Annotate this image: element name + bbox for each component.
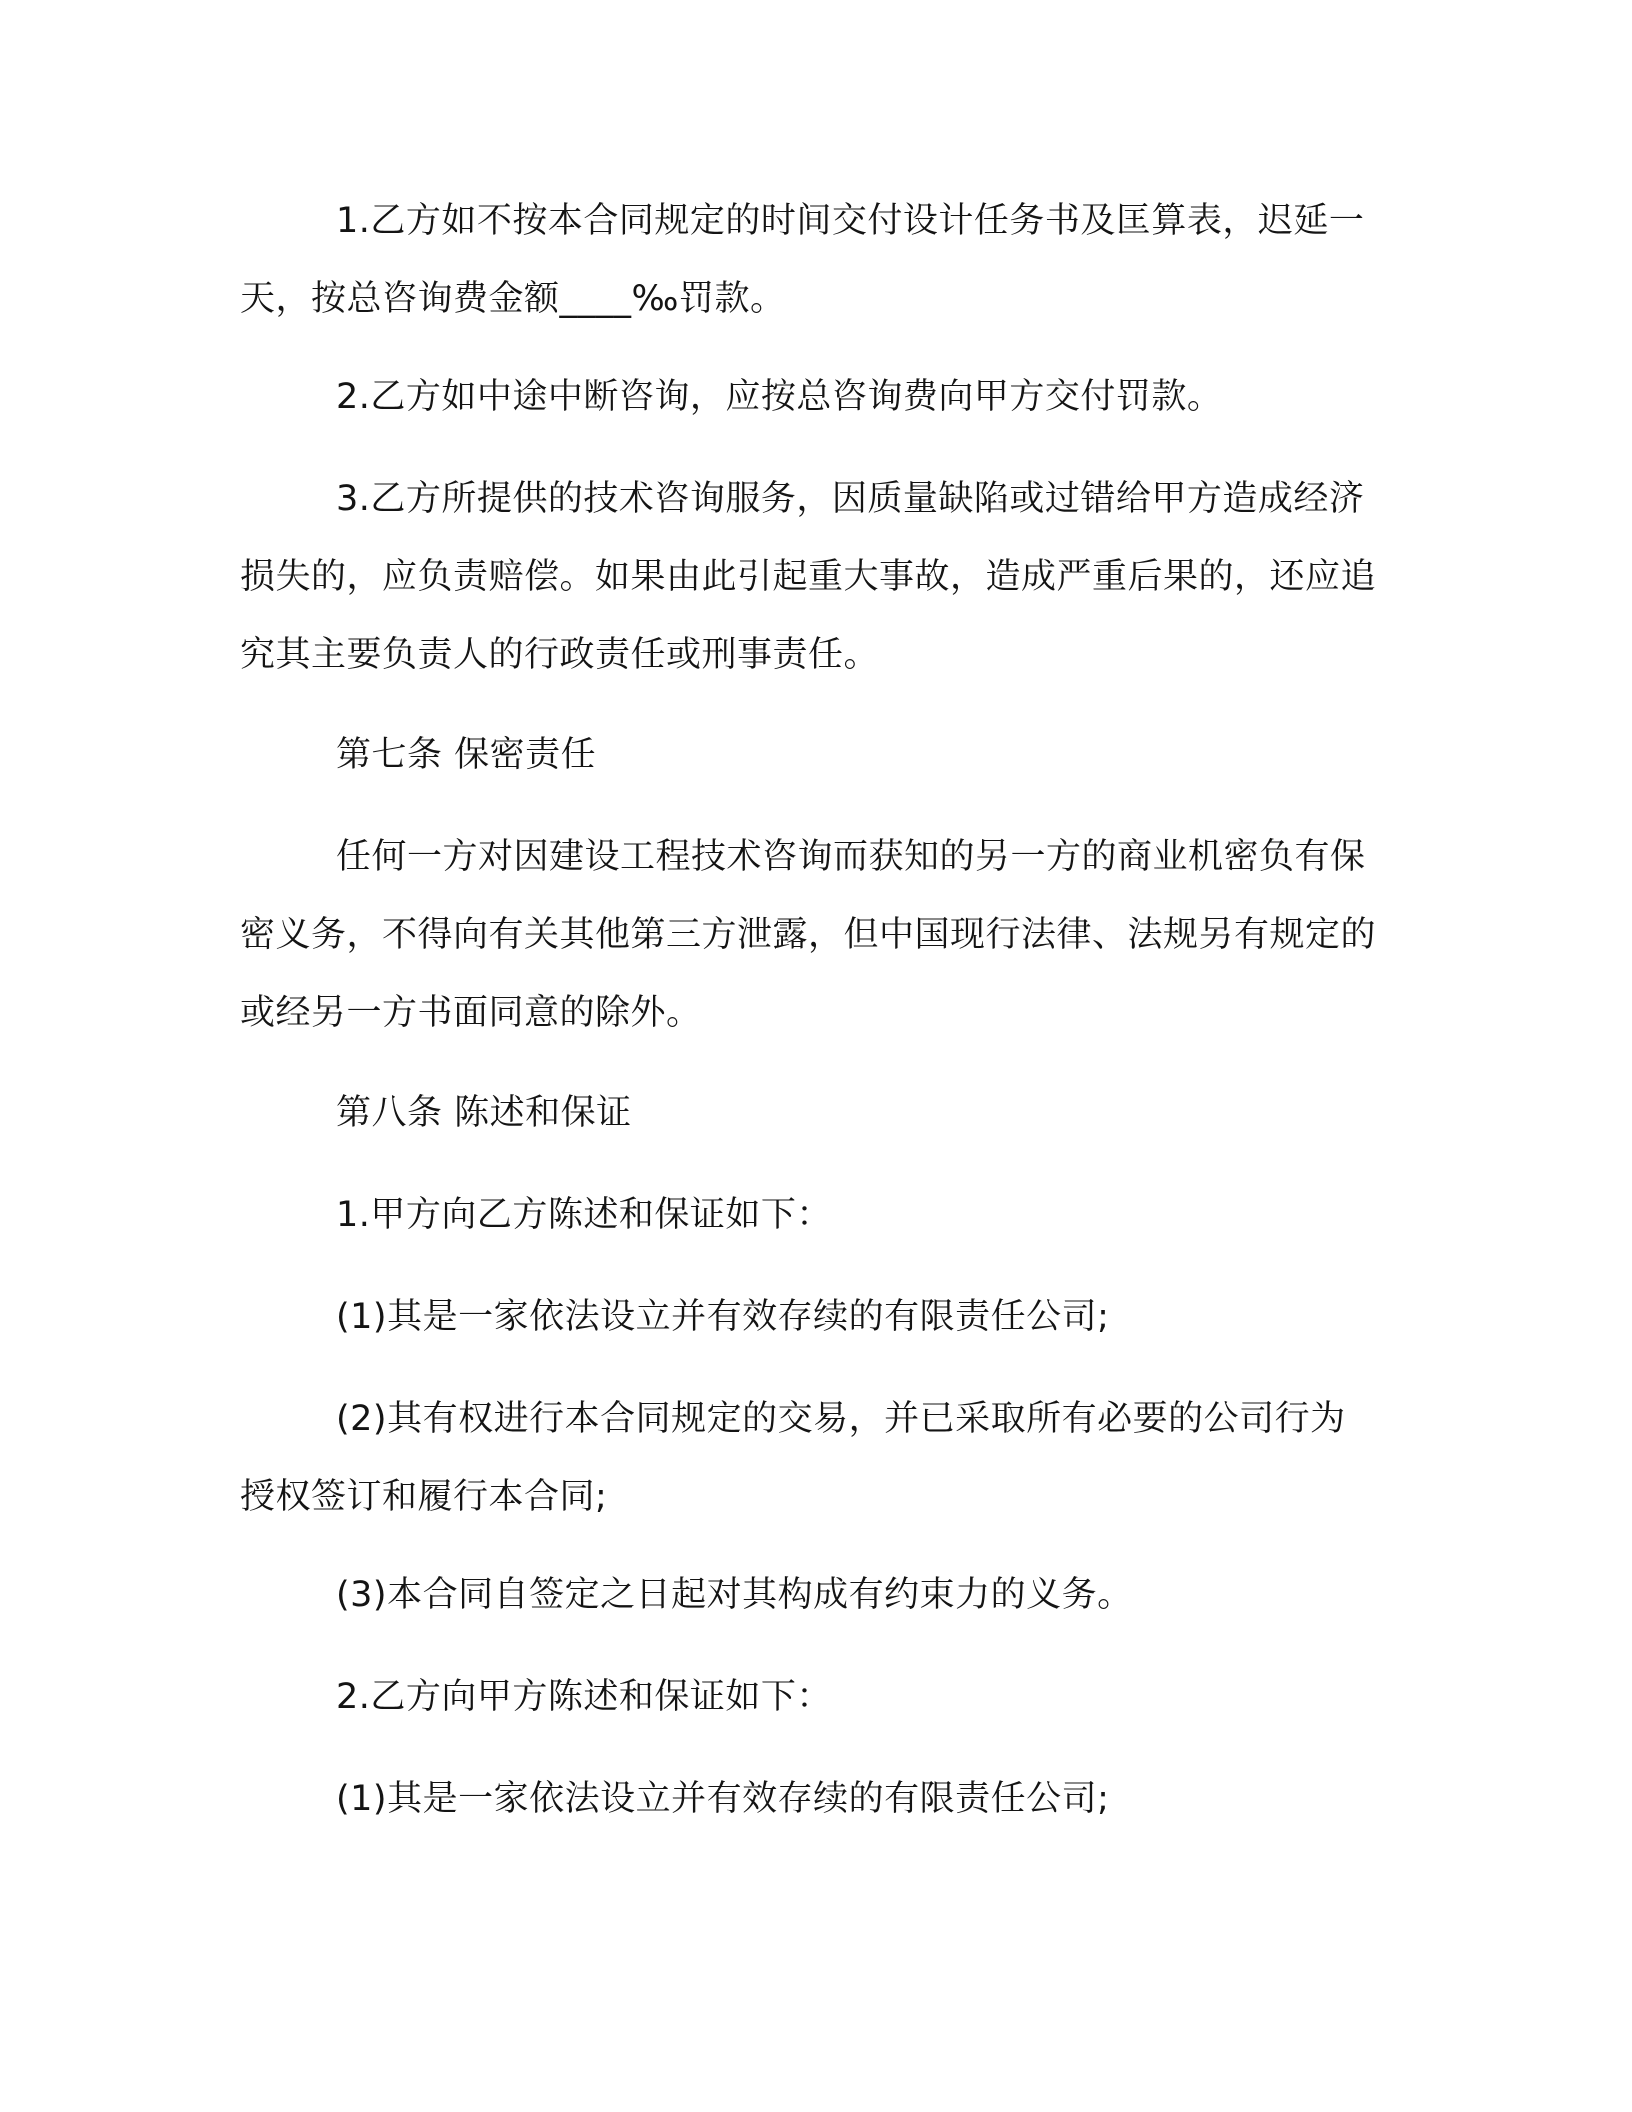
paragraph-party-a-item-1: (1)其是一家依法设立并有效存续的有限责任公司;: [336, 1297, 1110, 1337]
paragraph-penalty-delay: 1.乙方如不按本合同规定的时间交付设计任务书及匡算表，迟延一天，按总咨询费金额____‰罚款。: [240, 201, 1365, 319]
paragraph-party-a-representations: 1.甲方向乙方陈述和保证如下：: [336, 1195, 832, 1235]
paragraph-party-b-representations: 2.乙方向甲方陈述和保证如下：: [336, 1677, 832, 1717]
paragraph-party-b-item-1: (1)其是一家依法设立并有效存续的有限责任公司;: [336, 1779, 1110, 1819]
heading-article-7: 第七条 保密责任: [336, 735, 597, 775]
heading-article-8: 第八条 陈述和保证: [336, 1093, 632, 1133]
paragraph-party-a-item-2: (2)其有权进行本合同规定的交易，并已采取所有必要的公司行为授权签订和履行本合同;: [240, 1399, 1346, 1517]
paragraph-party-a-item-3: (3)本合同自签定之日起对其构成有约束力的义务。: [336, 1575, 1133, 1615]
paragraph-compensation: 3.乙方所提供的技术咨询服务，因质量缺陷或过错给甲方造成经济损失的，应负责赔偿。如果由此引起重大事故，造成严重后果的，还应追究其主要负责人的行政责任或刑事责任。: [240, 479, 1377, 675]
paragraph-penalty-interruption: 2.乙方如中途中断咨询，应按总咨询费向甲方交付罚款。: [336, 377, 1223, 417]
paragraph-confidentiality: 任何一方对因建设工程技术咨询而获知的另一方的商业机密负有保密义务，不得向有关其他第三方泄露，但中国现行法律、法规另有规定的或经另一方书面同意的除外。: [240, 837, 1377, 1033]
